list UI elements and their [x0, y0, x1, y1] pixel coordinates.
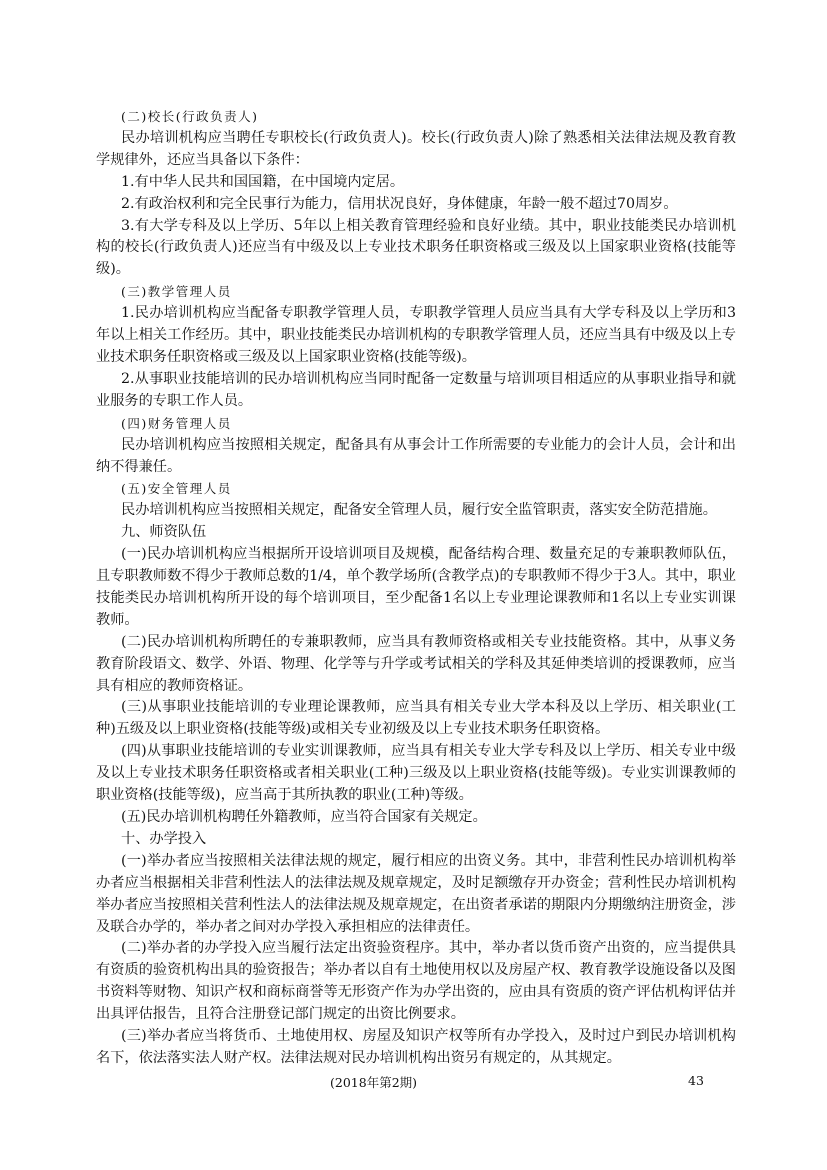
paragraph: 民办培训机构应当按照相关规定，配备具有从事会计工作所需要的专业能力的会计人员，会计和出纳不得兼任。 [96, 436, 736, 475]
page-footer [0, 1073, 827, 1091]
list-item: 2.从事职业技能培训的民办培训机构应当同时配备一定数量与培训项目相适应的从事职业指导和就业服务的专职工作人员。 [96, 370, 736, 409]
paragraph: (三)举办者应当将货币、土地使用权、房屋及知识产权等所有办学投入，及时过户到民办培训机构名下，依法落实法人财产权。法律法规对民办培训机构出资另有规定的，从其规定。 [96, 1028, 736, 1066]
chapter-heading: 九、师资队伍 [121, 524, 207, 541]
paragraph: (一)民办培训机构应当根据所开设培训项目及规模，配备结构合理、数量充足的专兼职教师队伍，且专职教师数不得少于教师总数的1/4，单个教学场所(含教学点)的专职教师不得少于3人。其中，职业技能类民办培训机构所开设的每个培训项目，至少配备1名以上专业理论课教师和1名以上专业实训课教师。 [96, 546, 736, 628]
document-body [96, 106, 736, 1070]
paragraph: 民办培训机构应当按照相关规定，配备安全管理人员，履行安全监管职责，落实安全防范措施。 [121, 502, 717, 519]
issue-label: (2018年第2期) [330, 1075, 418, 1090]
chapter-heading: 十、办学投入 [121, 830, 207, 847]
paragraph: (五)民办培训机构聘任外籍教师，应当符合国家有关规定。 [121, 809, 487, 825]
section-heading: (二)校长(行政负责人) [121, 109, 259, 124]
section-heading: (四)财务管理人员 [121, 415, 232, 431]
paragraph: (二)举办者的办学投入应当履行法定出资验资程序。其中，举办者以货币资产出资的，应当提供具有资质的验资机构出具的验资报告；举办者以自有土地使用权以及房屋产权、教育教学设施设备以及图书资料等财物、知识产权和商标商誉等无形资产作为办学出资的，应由具有资质的资产评估机构评估并出具评估报告，且符合注册登记部门规定的出资比例要求。 [96, 940, 736, 1023]
paragraph: (二)民办培训机构所聘任的专兼职教师，应当具有教师资格或相关专业技能资格。其中，从事义务教育阶段语文、数学、外语、物理、化学等与升学或考试相关的学科及其延伸类培训的授课教师，应当具有相应的教师资格证。 [96, 633, 736, 694]
paragraph: (三)从事职业技能培训的专业理论课教师，应当具有相关专业大学本科及以上学历、相关职业(工种)五级及以上职业资格(技能等级)或相关专业初级及以上专业技术职务任职资格。 [96, 699, 736, 738]
list-item: 3.有大学专科及以上学历、5年以上相关教育管理经验和良好业绩。其中，职业技能类民办培训机构的校长(行政负责人)还应当有中级及以上专业技术职务任职资格或三级及以上国家职业资格(技能等级)。 [96, 217, 736, 278]
list-item: 1.有中华人民共和国国籍，在中国境内定居。 [121, 173, 405, 190]
list-item: 2.有政治权利和完全民事行为能力，信用状况良好，身体健康，年龄一般不超过70周岁。 [121, 195, 678, 212]
paragraph: (一)举办者应当按照相关法律法规的规定，履行相应的出资义务。其中，非营利性民办培训机构举办者应当根据相关非营利性法人的法律法规及规章规定，及时足额缴存开办资金；营利性民办培训机构举办者应当按照相关营利性法人的法律法规及规章规定，在出资者承诺的期限内分期缴纳注册资金，涉及联合办学的，举办者之间对办学投入承担相应的法律责任。 [96, 852, 736, 935]
section-heading: (三)教学管理人员 [121, 284, 232, 300]
list-item: 1.民办培训机构应当配备专职教学管理人员，专职教学管理人员应当具有大学专科及以上学历和3年以上相关工作经历。其中，职业技能类民办培训机构的专职教学管理人员，还应当具有中级及以上专业技术职务任职资格或三级及以上国家职业资格(技能等级)。 [96, 305, 736, 365]
section-heading: (五)安全管理人员 [121, 481, 232, 497]
paragraph: 民办培训机构应当聘任专职校长(行政负责人)。校长(行政负责人)除了熟悉相关法律法规及教育教学规律外，还应当具备以下条件： [96, 129, 736, 168]
page-number: 43 [688, 1073, 704, 1088]
paragraph: (四)从事职业技能培训的专业实训课教师，应当具有相关专业大学专科及以上学历、相关专业中级及以上专业技术职务任职资格或者相关职业(工种)三级及以上职业资格(技能等级)。专业实训课教师的职业资格(技能等级)，应当高于其所执教的职业(工种)等级。 [96, 743, 736, 804]
